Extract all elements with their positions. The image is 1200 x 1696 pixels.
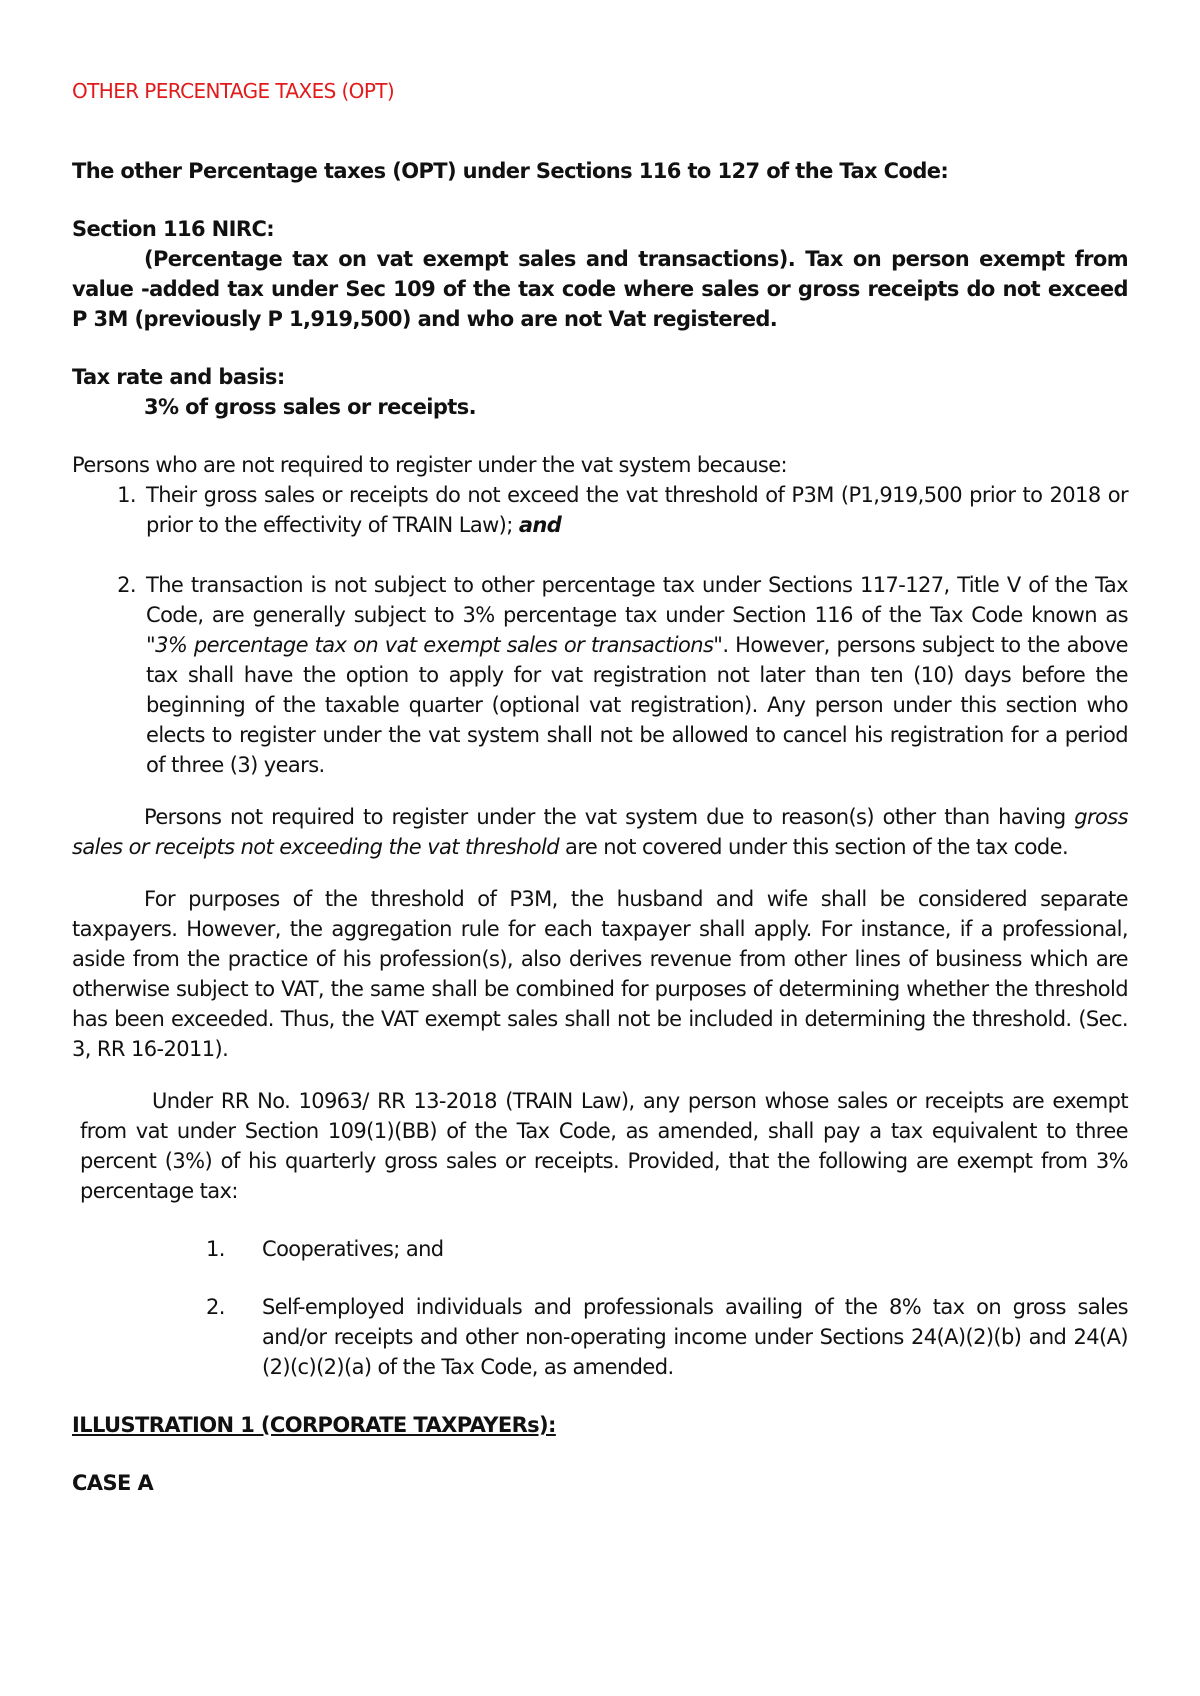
paragraph-not-required: Persons not required to register under the vat system due to reason(s) other than having gross sales or receipts not exceeding the vat threshold are not covered under this section of the tax code. bbox=[72, 805, 1128, 859]
rate-value: 3% of gross sales or receipts. bbox=[144, 395, 477, 419]
list-text: Their gross sales or receipts do not exceed the vat threshold of P3M (P1,919,500 prior to 2018 or prior to the effectivity of TRAIN Law); and bbox=[146, 483, 1128, 537]
persons-lead: Persons who are not required to register under the vat system because: bbox=[72, 453, 788, 477]
rate-heading: Tax rate and basis: bbox=[72, 365, 285, 389]
list-number: 1. bbox=[117, 483, 136, 507]
list-text: Cooperatives; and bbox=[262, 1237, 444, 1261]
list-text: The transaction is not subject to other percentage tax under Sections 117-127, Title V of the Tax Code, are generally subject to 3% percentage tax under Section 116 of the Tax Code known as "3% percentage tax on vat exempt sales or transactions". However, persons subject to the above tax shall have the option to apply for vat registration not later than ten (10) days before the beginning of the taxable quarter (optional vat registration). Any person under this section who elects to register under the vat system shall not be allowed to cancel his registration for a period of three (3) years. bbox=[146, 573, 1128, 777]
list-item bbox=[80, 1292, 1128, 1382]
document-title: OTHER PERCENTAGE TAXES (OPT) bbox=[72, 79, 395, 103]
case-heading: CASE A bbox=[72, 1471, 154, 1495]
intro-line: The other Percentage taxes (OPT) under Sections 116 to 127 of the Tax Code: bbox=[72, 159, 949, 183]
list-text: Self-employed individuals and professionals availing of the 8% tax on gross sales and/or receipts and other non-operating income under Sections 24(A)(2)(b) and 24(A)(2)(c)(2)(a) of the Tax Code, as amended. bbox=[262, 1295, 1128, 1379]
list-number: 1. bbox=[206, 1237, 225, 1261]
paragraph-train-law: Under RR No. 10963/ RR 13-2018 (TRAIN Law), any person whose sales or receipts are exempt from vat under Section 109(1)(BB) of the Tax Code, as amended, shall pay a tax equivalent to three percent (3%) of his quarterly gross sales or receipts. Provided, that the following are exempt from 3% percentage tax: bbox=[80, 1089, 1128, 1203]
section-heading: Section 116 NIRC: bbox=[72, 217, 275, 241]
list-item bbox=[72, 570, 1128, 780]
list-number: 2. bbox=[117, 573, 136, 597]
list-item bbox=[72, 480, 1128, 540]
illustration-heading: ILLUSTRATION 1 (CORPORATE TAXPAYERs): bbox=[72, 1413, 556, 1437]
paragraph-threshold: For purposes of the threshold of P3M, the husband and wife shall be considered separate taxpayers. However, the aggregation rule for each taxpayer shall apply. For instance, if a professional, aside from the practice of his profession(s), also derives revenue from other lines of business which are otherwise subject to VAT, the same shall be combined for purposes of determining whether the threshold has been exceeded. Thus, the VAT exempt sales shall not be included in determining the threshold. (Sec. 3, RR 16-2011). bbox=[72, 887, 1128, 1061]
section-body: (Percentage tax on vat exempt sales and transactions). Tax on person exempt from value -added tax under Sec 109 of the tax code where sales or gross receipts do not exceed P 3M (previously P 1,919,500) and who are not Vat registered. bbox=[72, 247, 1128, 331]
list-item bbox=[80, 1234, 1128, 1264]
list-number: 2. bbox=[206, 1295, 225, 1319]
